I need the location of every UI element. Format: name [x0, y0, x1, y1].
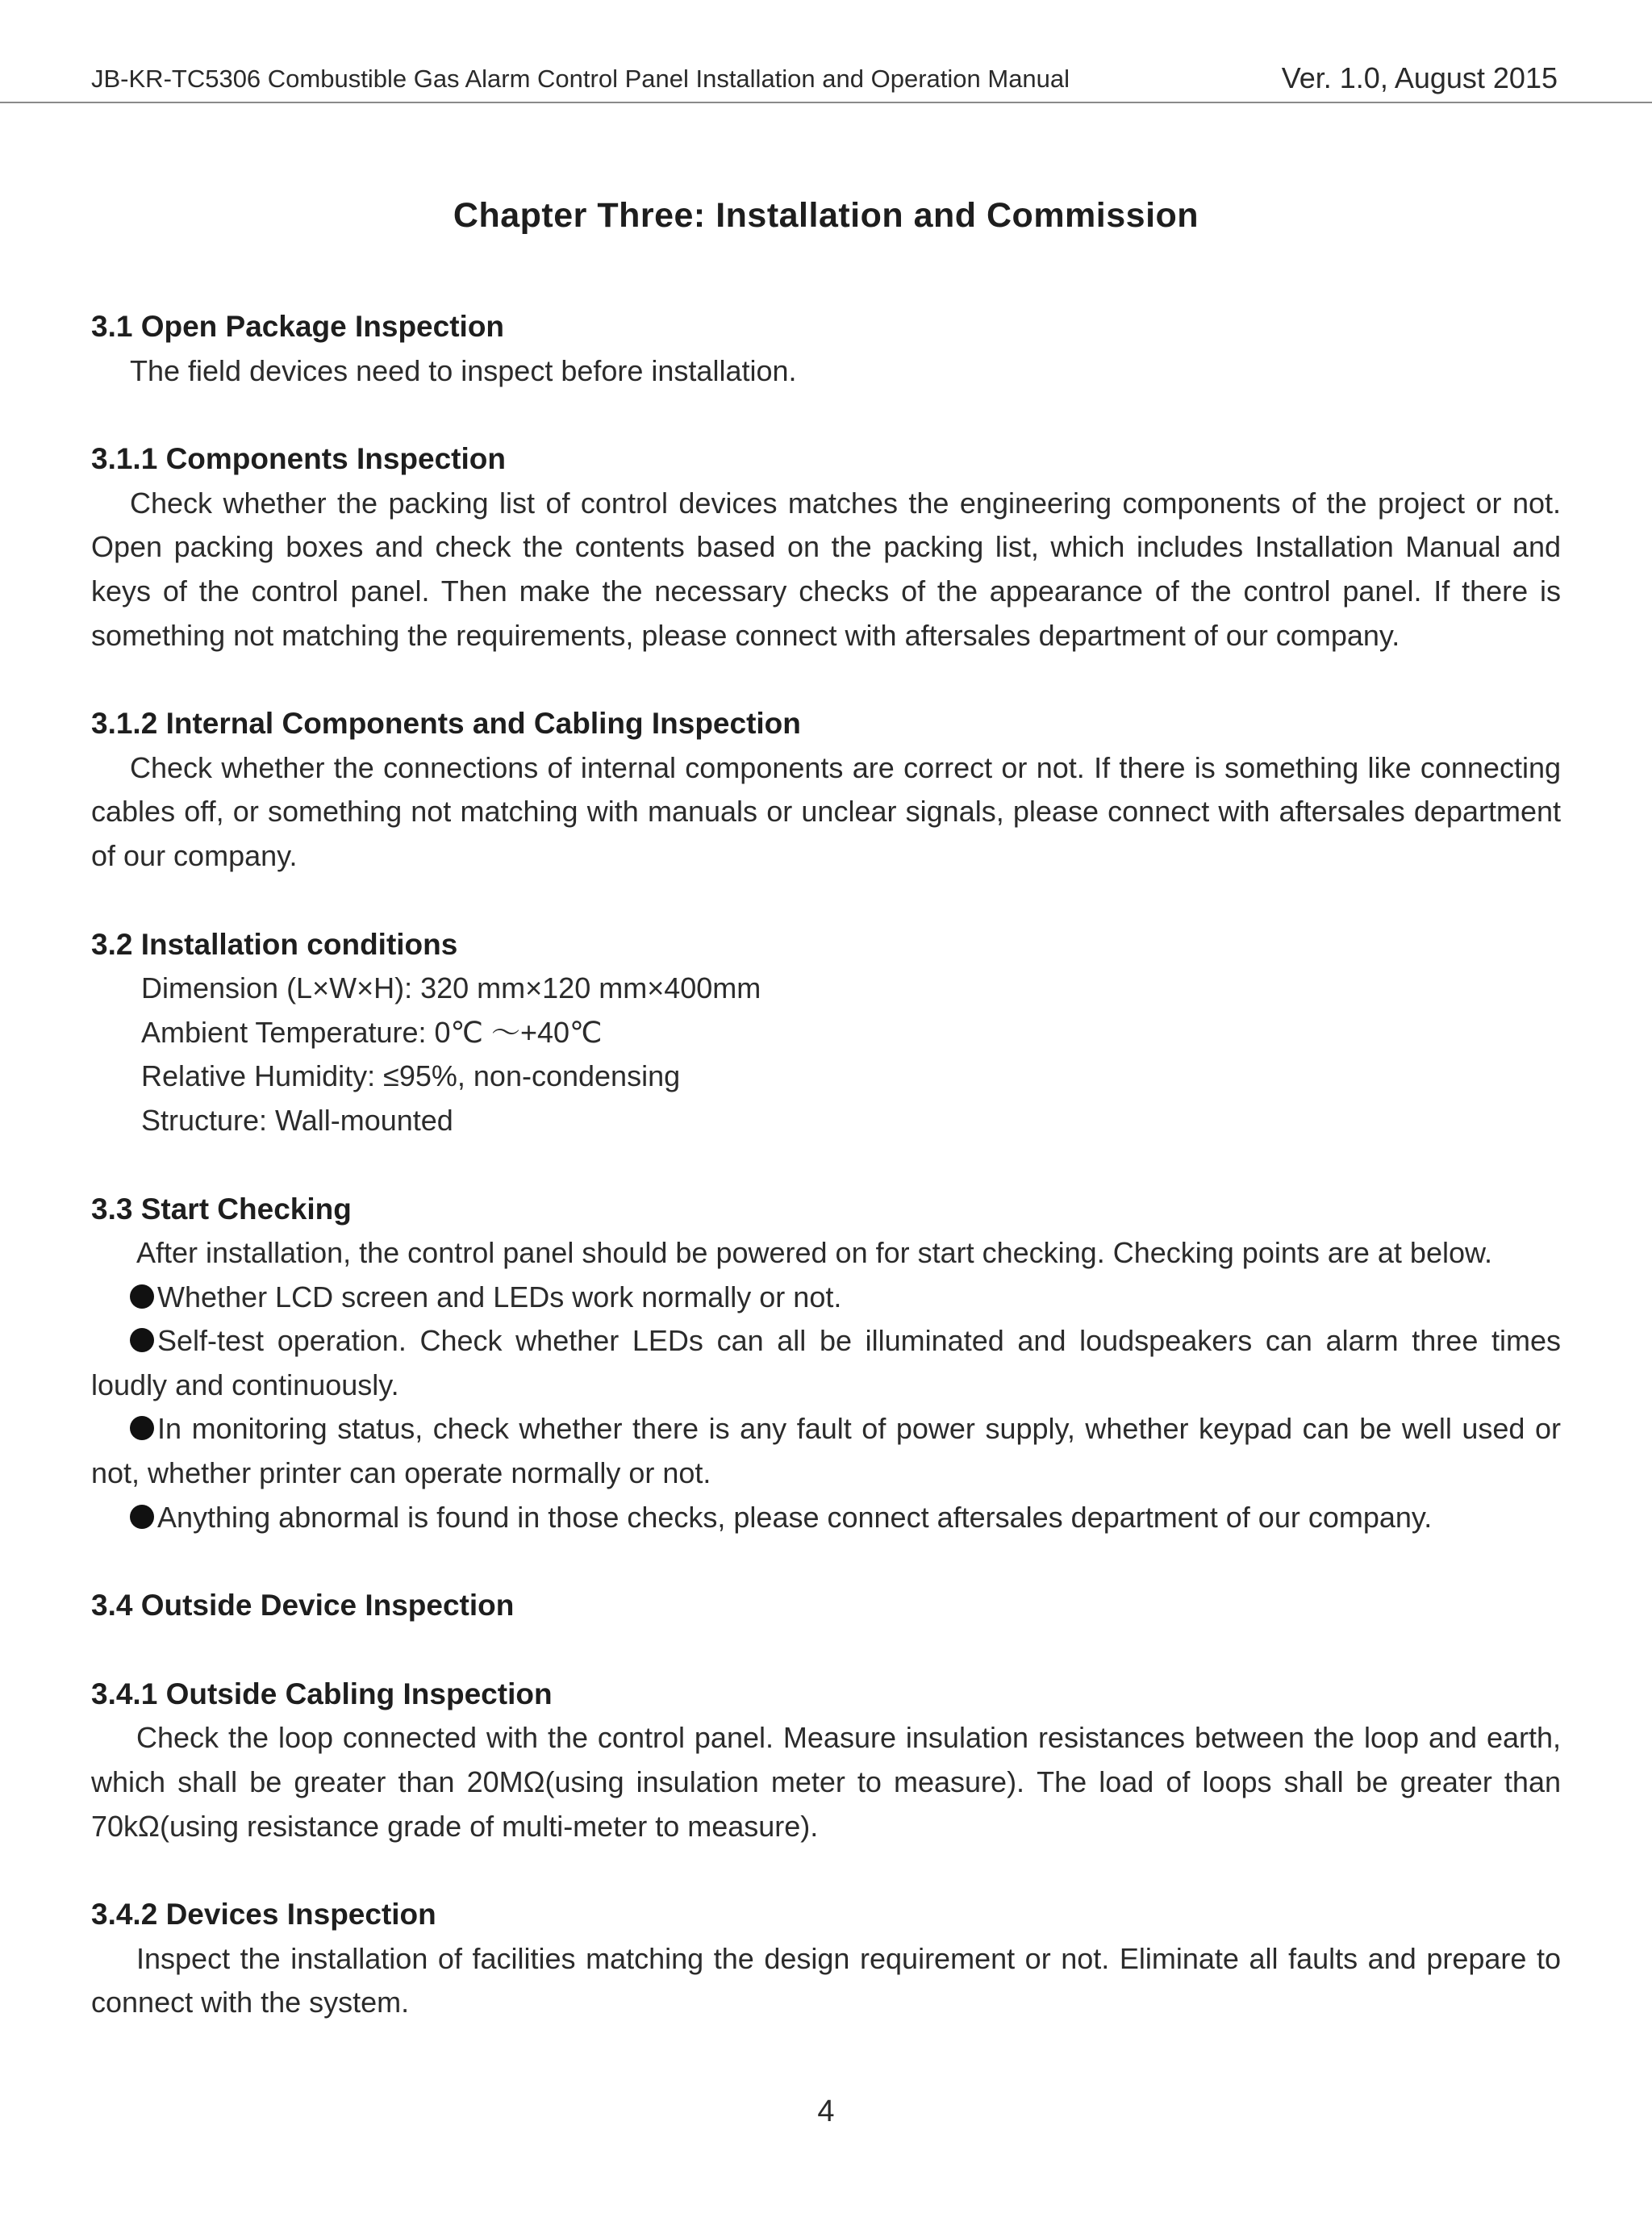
chapter-title: Chapter Three: Installation and Commission: [453, 196, 1199, 235]
section-3-1-text: The field devices need to inspect before installation.: [130, 353, 797, 387]
document-body: [91, 305, 1561, 2025]
condition-structure: Structure: Wall-mounted: [141, 1103, 453, 1137]
section-3-4-heading: 3.4 Outside Device Inspection: [91, 1589, 515, 1623]
section-3-4-1-text: Check the loop connected with the control panel. Measure insulation resistances between the loop and earth, which shall be greater than 20MΩ(using insulation meter to measure). The load of loops shall be greater than 70kΩ(using resistance grade of multi-meter to measure).: [91, 1721, 1561, 1843]
condition-temperature: Ambient Temperature: 0℃ ～+40℃: [141, 1015, 603, 1049]
check-item-text: In monitoring status, check whether there is any fault of power supply, whether keypad can be well used or not, whether printer can operate normally or not.: [91, 1412, 1561, 1490]
check-item: [91, 1319, 1561, 1407]
check-item-text: Anything abnormal is found in those checks, please connect aftersales department of our company.: [157, 1500, 1433, 1534]
check-item: [91, 1276, 1561, 1320]
version-label: Ver. 1.0, August 2015: [1281, 61, 1558, 94]
condition-dimension: Dimension (L×W×H): 320 mm×120 mm×400mm: [141, 971, 761, 1005]
check-item-text: Whether LCD screen and LEDs work normally or not.: [157, 1280, 842, 1313]
section-3-1-heading: 3.1 Open Package Inspection: [91, 310, 505, 343]
page-number: 4: [817, 2094, 835, 2128]
section-3-3-heading: 3.3 Start Checking: [91, 1192, 352, 1226]
bullet-icon: [130, 1505, 154, 1529]
manual-title: JB-KR-TC5306 Combustible Gas Alarm Control Panel Installation and Operation Manual: [91, 65, 1070, 93]
section-3-3-intro: After installation, the control panel should be powered on for start checking. Checking points are at below.: [136, 1236, 1492, 1270]
bullet-icon: [130, 1416, 154, 1440]
section-3-2-heading: 3.2 Installation conditions: [91, 927, 458, 961]
section-3-4-1-heading: 3.4.1 Outside Cabling Inspection: [91, 1677, 553, 1710]
check-item: [91, 1407, 1561, 1495]
section-3-1-1-heading: 3.1.1 Components Inspection: [91, 442, 506, 476]
section-3-1-2-heading: 3.1.2 Internal Components and Cabling Inspection: [91, 707, 801, 741]
condition-humidity: Relative Humidity: ≤95%, non-condensing: [141, 1059, 681, 1093]
bullet-icon: [130, 1328, 154, 1352]
section-3-4-2-heading: 3.4.2 Devices Inspection: [91, 1898, 436, 1932]
section-3-4-2-text: Inspect the installation of facilities matching the design requirement or not. Eliminate all faults and prepare to connect with the system.: [91, 1941, 1561, 2019]
bullet-icon: [130, 1284, 154, 1309]
section-3-1-2-text: Check whether the connections of internal components are correct or not. If there is something like connecting cables off, or something not matching with manuals or unclear signals, please connect with aftersales department of our company.: [91, 750, 1561, 872]
section-3-1-1-text: Check whether the packing list of control devices matches the engineering components of the project or not. Open packing boxes and check the contents based on the packing list, which includes Installation Manual and keys of the control panel. Then make the necessary checks of the appearance of the control panel. If there is something not matching the requirements, please connect with aftersales department of our company.: [91, 486, 1561, 652]
check-item-text: Self-test operation. Check whether LEDs can all be illuminated and loudspeakers can alarm three times loudly and continuously.: [91, 1324, 1561, 1401]
page-header: [0, 0, 1652, 103]
check-item: [91, 1496, 1561, 1540]
